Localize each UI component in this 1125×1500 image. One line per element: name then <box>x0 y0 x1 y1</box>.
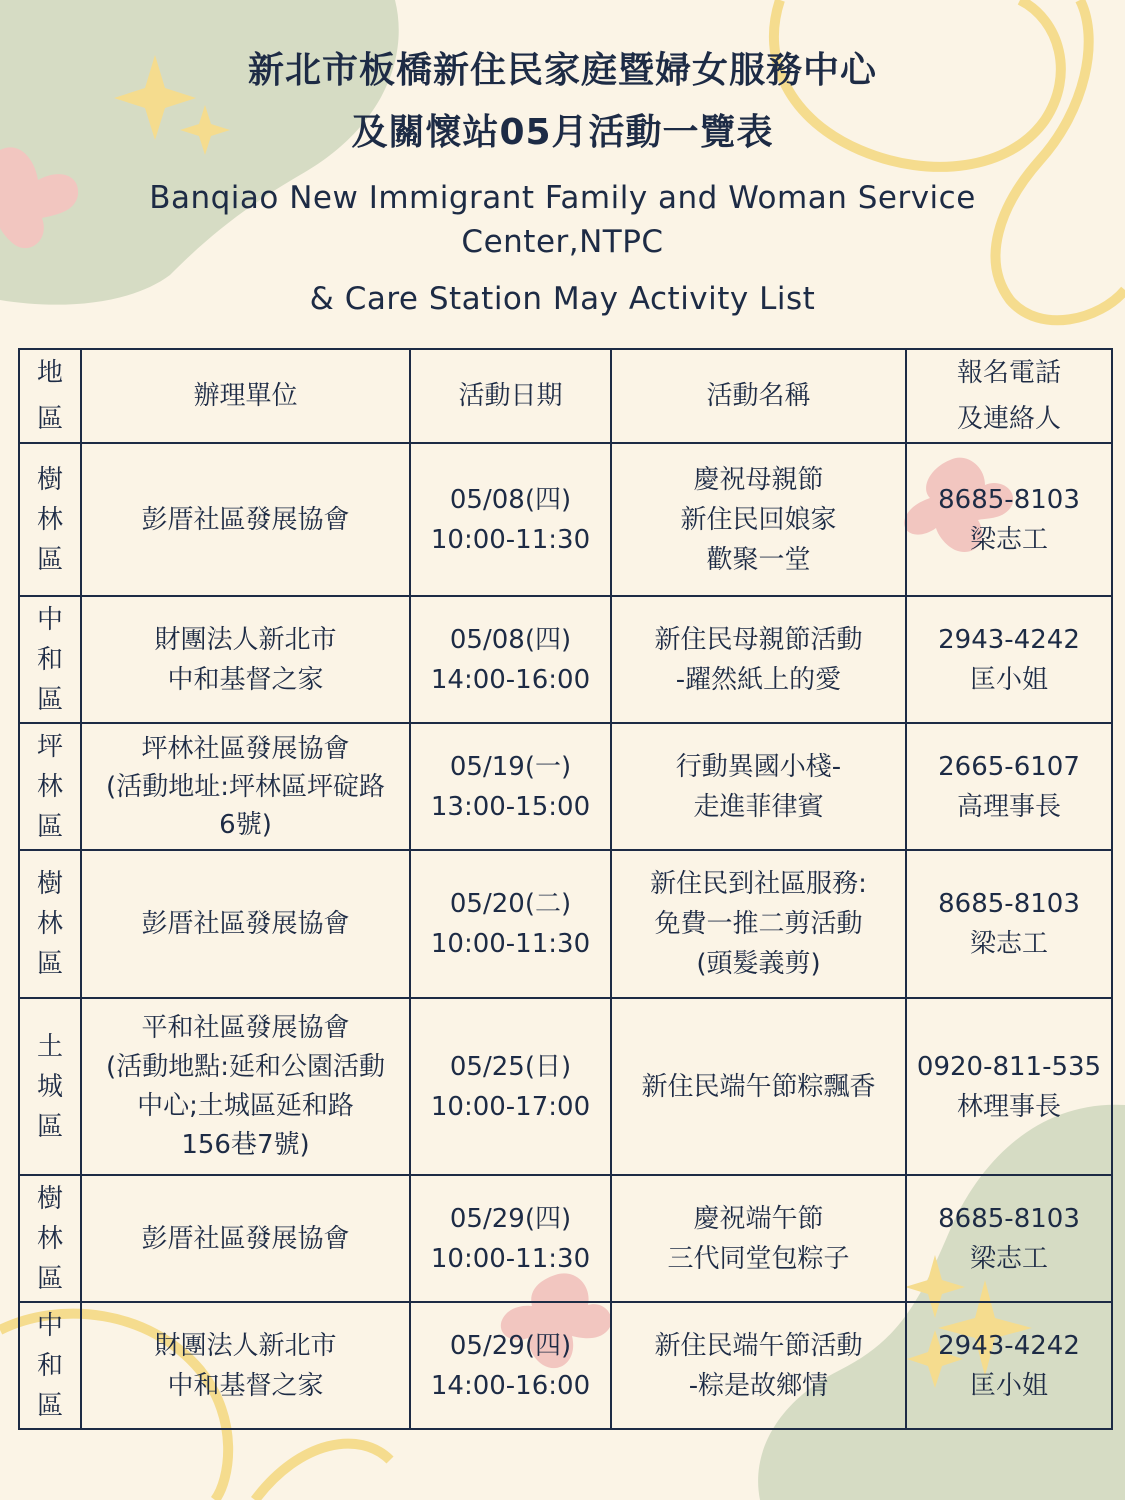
title-en-line1: Banqiao New Immigrant Family and Woman Service <box>149 180 976 216</box>
cell-organizer: 彭厝社區發展協會 <box>81 1175 410 1302</box>
cell-organizer: 財團法人新北市 中和基督之家 <box>81 1302 410 1429</box>
cell-contact: 2665-6107 高理事長 <box>906 723 1112 850</box>
title-zh-line2: 及關懷站05月活動一覽表 <box>351 112 774 153</box>
table-row <box>19 1175 1112 1302</box>
table-row <box>19 998 1112 1175</box>
cell-contact: 2943-4242 匡小姐 <box>906 1302 1112 1429</box>
title-zh-line1: 新北市板橋新住民家庭暨婦女服務中心 <box>247 50 877 91</box>
cell-organizer: 財團法人新北市 中和基督之家 <box>81 596 410 723</box>
cell-organizer: 平和社區發展協會 (活動地點:延和公園活動 中心;土城區延和路 156巷7號) <box>81 998 410 1175</box>
cell-activity-name: 新住民端午節活動 -粽是故鄉情 <box>611 1302 906 1429</box>
cell-date: 05/25(日) 10:00-17:00 <box>410 998 611 1175</box>
cell-region: 中 和 區 <box>19 596 81 723</box>
cell-date: 05/19(一) 13:00-15:00 <box>410 723 611 850</box>
table-row <box>19 723 1112 850</box>
cell-contact: 2943-4242 匡小姐 <box>906 596 1112 723</box>
table-header-row <box>19 349 1112 443</box>
header-activity-name: 活動名稱 <box>611 349 906 443</box>
table-row <box>19 596 1112 723</box>
cell-activity-name: 新住民母親節活動 -躍然紙上的愛 <box>611 596 906 723</box>
cell-region: 坪 林 區 <box>19 723 81 850</box>
cell-organizer: 坪林社區發展協會 (活動地址:坪林區坪碇路 6號) <box>81 723 410 850</box>
cell-contact: 8685-8103 梁志工 <box>906 443 1112 596</box>
cell-region: 樹 林 區 <box>19 1175 81 1302</box>
cell-organizer: 彭厝社區發展協會 <box>81 850 410 998</box>
header-region: 地 區 <box>19 349 81 443</box>
yellow-arc-bottom-left-2 <box>255 1444 390 1500</box>
cell-region: 中 和 區 <box>19 1302 81 1429</box>
activity-table <box>18 348 1113 1430</box>
cell-region: 土 城 區 <box>19 998 81 1175</box>
cell-organizer: 彭厝社區發展協會 <box>81 443 410 596</box>
cell-date: 05/29(四) 14:00-16:00 <box>410 1302 611 1429</box>
table-row <box>19 443 1112 596</box>
header-organizer: 辦理單位 <box>81 349 410 443</box>
cell-contact: 8685-8103 梁志工 <box>906 1175 1112 1302</box>
cell-date: 05/20(二) 10:00-11:30 <box>410 850 611 998</box>
cell-region: 樹 林 區 <box>19 850 81 998</box>
header-date: 活動日期 <box>410 349 611 443</box>
cell-contact: 0920-811-535 林理事長 <box>906 998 1112 1175</box>
cell-activity-name: 慶祝端午節 三代同堂包粽子 <box>611 1175 906 1302</box>
cell-activity-name: 新住民到社區服務: 免費一推二剪活動 (頭髮義剪) <box>611 850 906 998</box>
table-row <box>19 1302 1112 1429</box>
cell-date: 05/29(四) 10:00-11:30 <box>410 1175 611 1302</box>
cell-activity-name: 慶祝母親節 新住民回娘家 歡聚一堂 <box>611 443 906 596</box>
title-en-line2: Center,NTPC <box>461 224 664 260</box>
cell-date: 05/08(四) 10:00-11:30 <box>410 443 611 596</box>
cell-activity-name: 行動異國小棧- 走進菲律賓 <box>611 723 906 850</box>
header <box>0 0 1125 321</box>
cell-date: 05/08(四) 14:00-16:00 <box>410 596 611 723</box>
table-row <box>19 850 1112 998</box>
header-contact: 報名電話 及連絡人 <box>906 349 1112 443</box>
title-en-line3: & Care Station May Activity List <box>309 281 816 317</box>
cell-contact: 8685-8103 梁志工 <box>906 850 1112 998</box>
cell-activity-name: 新住民端午節粽飄香 <box>611 998 906 1175</box>
cell-region: 樹 林 區 <box>19 443 81 596</box>
